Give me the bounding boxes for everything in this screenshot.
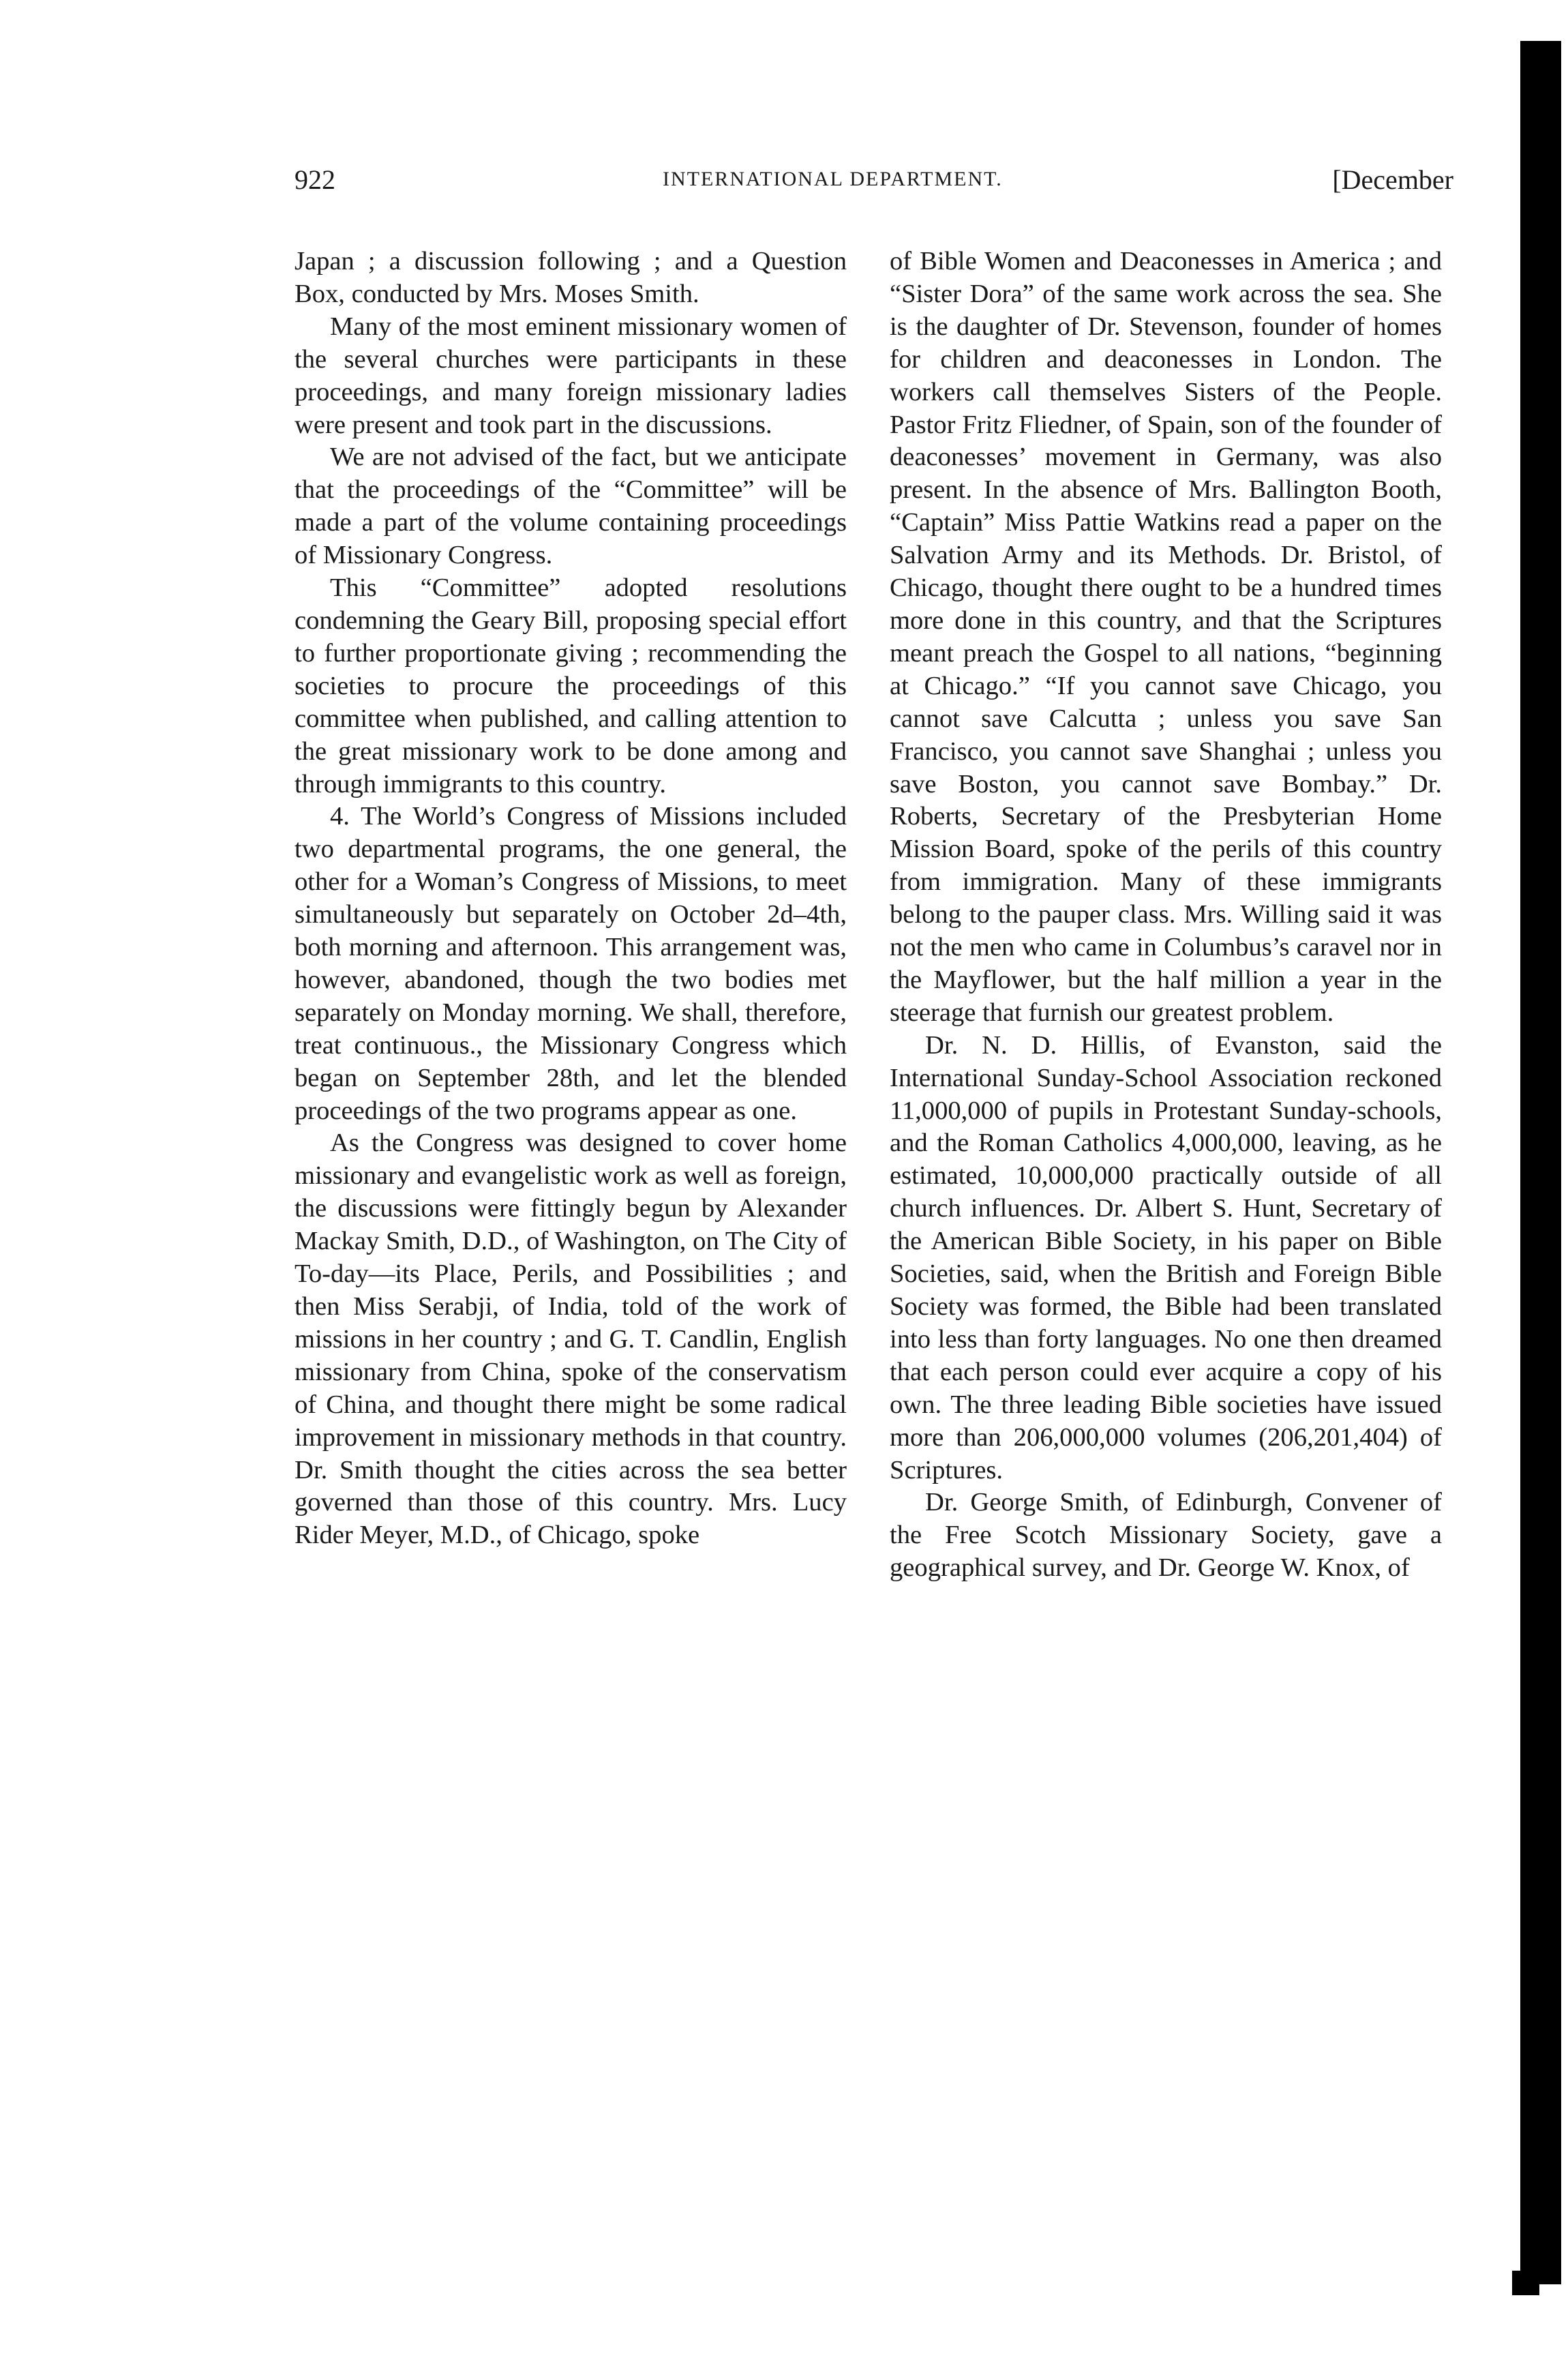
paragraph: As the Congress was designed to cover home missionary and evangelistic work as well as foreign, the discussions were fittingly begun by Alexander Mackay Smith, D.D., of Washington, on The City of To-day—its Place, Perils, and Possibilities ; and then Miss Serabji, of India, told of the work of missions in her country ; and G. T. Candlin, English missionary from China, spoke of the conservatism of China, and thought there might be some radical improvement in missionary methods in that country. Dr. Smith thought the cities across the sea better governed than those of this country. Mrs. Lucy Rider Meyer, M.D., of Chicago, spoke	[295, 1129, 847, 1550]
page-header	[295, 164, 1453, 211]
paragraph: of Bible Women and Deaconesses in America ; and “Sister Dora” of the same work across the sea. She is the daughter of Dr. Stevenson, founder of homes for children and deaconesses in London. The workers call themselves Sisters of the People. Pastor Fritz Fliedner, of Spain, son of the founder of deaconesses’ movement in Germany, was also present. In the absence of Mrs. Ballington Booth, “Captain” Miss Pattie Watkins read a paper on the Salvation Army and its Methods. Dr. Bristol, of Chicago, thought there ought to be a hundred times more done in this country, and that the Scriptures meant preach the Gospel to all nations, “beginning at Chicago.” “If you cannot save Chicago, you cannot save Calcutta ; unless you save San Francisco, you cannot save Shanghai ; unless you save Boston, you cannot save Bombay.” Dr. Roberts, Secretary of the Presbyterian Home Mission Board, spoke of the perils of this country from immigration. Many of these immigrants belong to the pauper class. Mrs. Willing said it was not the men who came in Columbus’s caravel nor in the Mayflower, but the half million a year in the steerage that furnish our greatest problem.	[890, 247, 1442, 1027]
paragraph: Dr. George Smith, of Edinburgh, Convener of the Free Scotch Missionary Society, gave a geographical survey, and Dr. George W. Knox, of	[890, 1488, 1442, 1583]
paragraph: We are not advised of the fact, but we anticipate that the proceedings of the “Committee” will be made a part of the volume containing proceedings of Missionary Congress.	[295, 443, 847, 570]
paragraph: Dr. N. D. Hillis, of Evanston, said the International Sunday-School Association reckoned 11,000,000 of pupils in Protestant Sunday-schools, and the Roman Catholics 4,000,000, leaving, as he estimated, 10,000,000 practically outside of all church influences. Dr. Albert S. Hunt, Secretary of the American Bible Society, in his paper on Bible Societies, said, when the British and Foreign Bible Society was formed, the Bible had been translated into less than forty languages. No one then dreamed that each person could ever acquire a copy of his own. The three leading Bible societies have issued more than 206,000,000 volumes (206,201,404) of Scriptures.	[890, 1030, 1442, 1484]
right-column	[890, 245, 1442, 1585]
running-head: INTERNATIONAL DEPARTMENT.	[663, 168, 1003, 190]
scan-edge-bar	[1520, 41, 1561, 2284]
paragraph: This “Committee” adopted resolutions condemning the Geary Bill, proposing special effort to further proportionate giving ; recommending the societies to procure the proceedings of this committee when published, and calling attention to the great missionary work to be done among and through immigrants to this country.	[295, 573, 847, 798]
paragraph: 4. The World’s Congress of Missions included two departmental programs, the one general, the other for a Woman’s Congress of Missions, to meet simultaneously but separately on October 2d–4th, both morning and afternoon. This arrangement was, however, abandoned, though the two bodies met separately on Monday morning. We shall, therefore, treat continuous., the Missionary Congress which began on September 28th, and let the blended proceedings of the two programs appear as one.	[295, 802, 847, 1125]
month-label: [December	[1332, 164, 1453, 195]
paragraph: Japan ; a discussion following ; and a Question Box, conducted by Mrs. Moses Smith.	[295, 247, 847, 308]
paragraph: Many of the most eminent missionary women of the several churches were participants in these proceedings, and many foreign missionary ladies were present and took part in the discussions.	[295, 312, 847, 439]
left-column	[295, 245, 847, 1552]
page-number: 922	[295, 164, 335, 195]
scan-edge-notch	[1512, 2271, 1539, 2295]
